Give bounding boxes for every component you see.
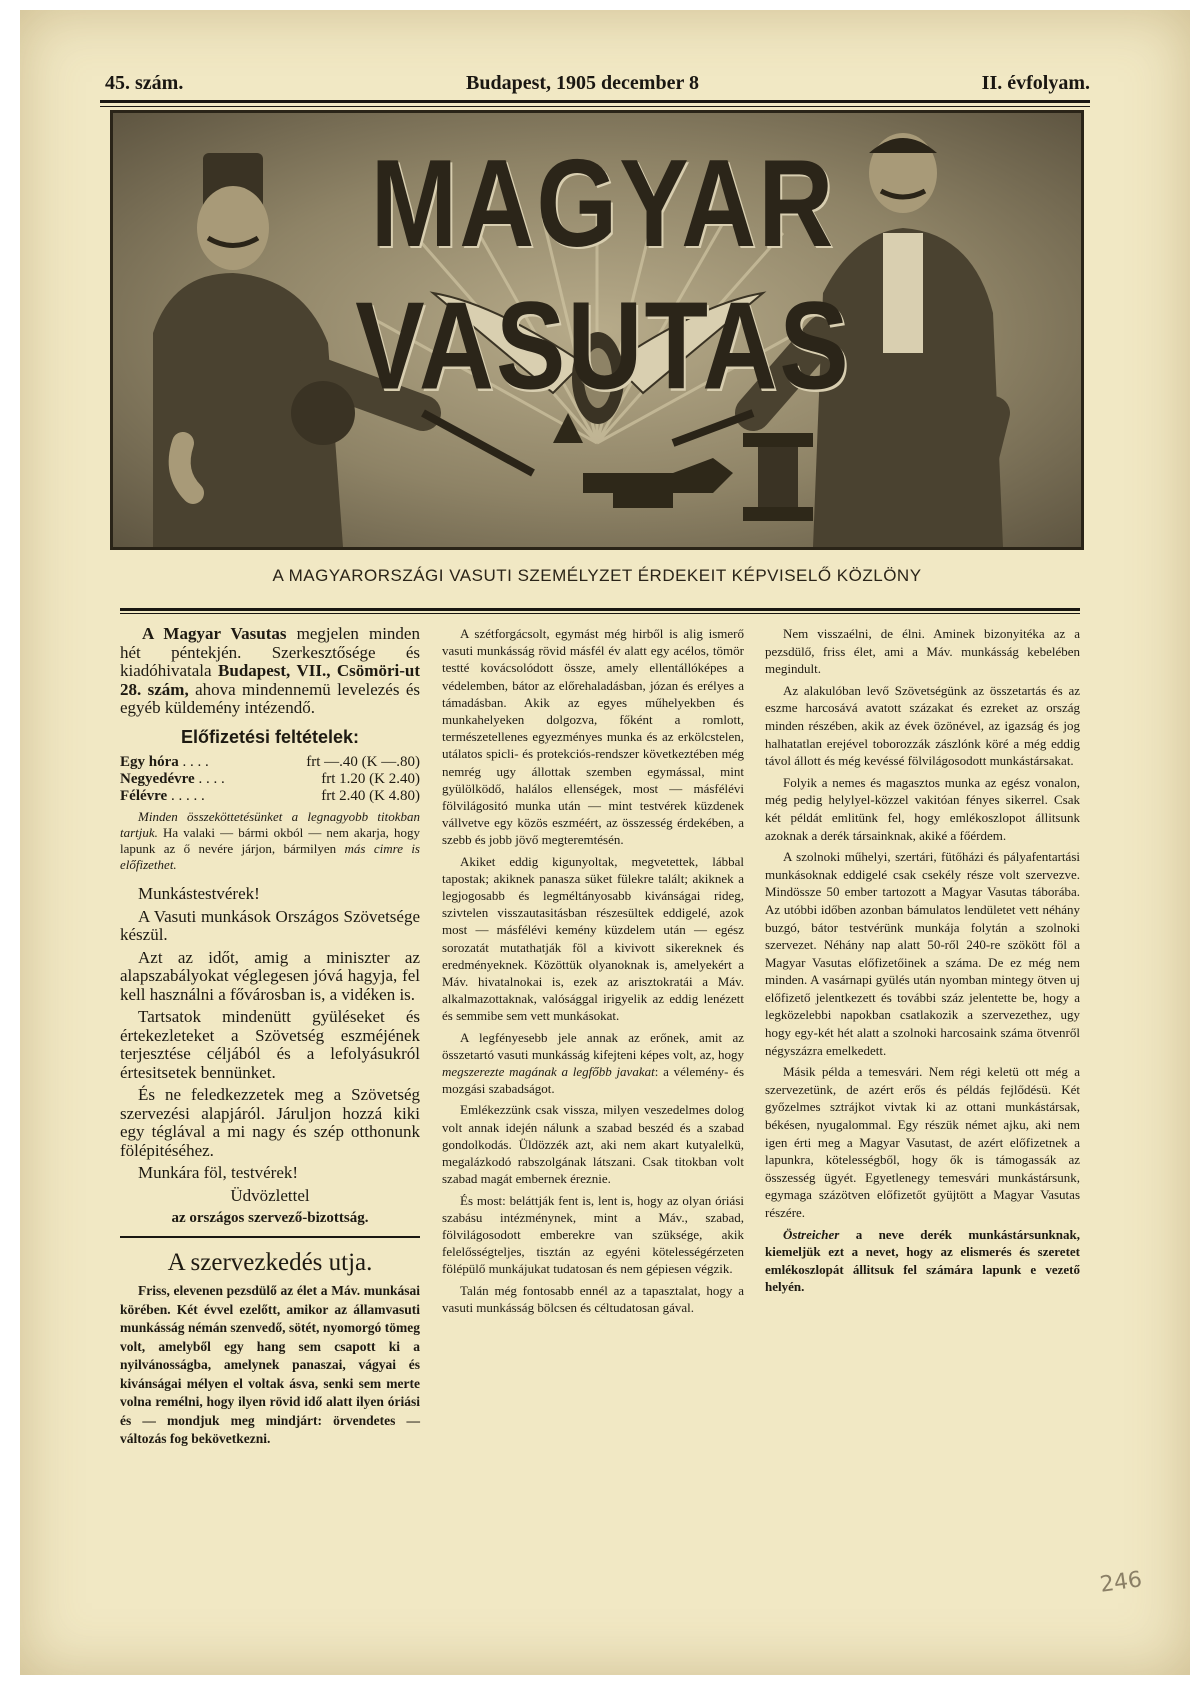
handwritten-page-mark: 246 xyxy=(1098,1567,1144,1598)
price-dots: . . . . xyxy=(178,754,209,770)
intro-end: ahova mindennemü levelezés és egyéb küldemény intézendő. xyxy=(120,679,420,717)
appeal-paragraph: A Vasuti munkások Országos Szövetsége készül. xyxy=(120,906,420,944)
article-paragraph: És most: beláttják fent is, lent is, hogy az olyan óriási szabásu intézménynek, mint a Máv., szabad, fölvilágosodott emberekre van szüksége, akik felelősségteljes, tisztán az egyéni kötelességérzeten fölépülő munkájukat tudatosan és nem gépiesen végzik. xyxy=(442,1192,744,1277)
note-italic: Minden összeköttetésünket a legnagyobb titokban tartjuk. xyxy=(120,809,420,840)
anvil-and-tools xyxy=(553,413,813,521)
section-rule xyxy=(120,608,1080,614)
sign-greeting: Üdvözlettel xyxy=(230,1185,310,1205)
article-paragraph: Másik példa a temesvári. Nem régi keletü ott még a szervezetünk, de azért erős és példás fejlődésü. Két győzelmes sztrájkot vivtak ki az ottani munkástársak, békésen, nyugalommal. Egy részük német ajku, aki nem igen érti meg a Magyar Vasutast, de azért előfizetnek a lapunkra, kötelességből, hogy ők is támogassák az összesség ügyét. Egyetlenegy temesvári munkástársunk, egymaga százötven előfizetőt gyüjtött a Magyar Vasutas részére. xyxy=(765,1064,1080,1220)
price-label: Egy hóra xyxy=(120,754,179,770)
place-date: Budapest, 1905 december 8 xyxy=(466,72,699,94)
article-paragraph: A legfényesebb jele annak az erőnek, amit az összetartó vasuti munkásság kifejteni képes volt, az, hogy megszerezte magának a legfőbb javakat: a vélemény- és mozgási szabadságot. xyxy=(442,1029,745,1097)
appeal-paragraph: Munkára föl, testvérek! xyxy=(138,1163,299,1182)
price-row xyxy=(120,771,420,788)
article-paragraph: A szolnoki műhelyi, szertári, fütőházi és pályafentartási munkásoknak eddigelé csak csekély része volt szervezve. Mindössze 50 ember tartozott a Magyar Vasutas táborába. Az utóbbi időben azonban bámulatos lendületet vett néhány buzgó, bátor testvérünk munkája folytán a szolnoki szervezet. Néhány nap alatt 50-ről 240-re szökött föl a Magyar Vasutas előfizetőinek a száma. De ez még nem minden. A vasárnapi gyülés után nyomban mintegy ötven uj előfizető jelentkezett és további száz jelentette be, hogy a legközelebbi napokban csatlakozik a szervezethez, ugy hogy egy-két hét alatt a szolnoki harcosaink száma ötvenről négyszázra emelkedett. xyxy=(765,849,1080,1058)
column-3 xyxy=(765,625,1080,1300)
intro-address: Budapest, VII., Csömöri-ut 28. szám, xyxy=(120,661,421,699)
issue-number: 45. szám. xyxy=(105,72,184,94)
banner-illustration xyxy=(110,110,1084,550)
closing-paragraph xyxy=(765,1226,1080,1296)
italic-phrase-inline: megszerezte magának a legfőbb javakat xyxy=(442,1064,655,1080)
subscription-title: Előfizetési feltételek: xyxy=(180,726,360,747)
article-paragraph: Az alakulóban levő Szövetségünk az összetartás és az eszme harcosává avatott százakat és ezreket az ország minden részében, akik az évek özönével, az igazság és jog halhatatlan erejével toborozzák zászlónk köré a még eddig távol állott és még kevéssé fölvilágosodott munkástársakat. xyxy=(765,682,1080,769)
appeal-paragraph: És ne feledkezzetek meg a Szövetség szervezési alapjáról. Járuljon hozzá kiki egy téglával a mi nagy és szép otthonunk fölépitéséhez. xyxy=(120,1085,420,1160)
column-rule xyxy=(120,1236,420,1238)
volume: II. évfolyam. xyxy=(981,72,1090,94)
article-paragraph: Nem visszaélni, de élni. Aminek bizonyitéka az a pezsdülő, friss élet, ami a Máv. munkásság kebelében megindult. xyxy=(765,626,1080,677)
price-label: Negyedévre xyxy=(120,771,195,787)
article-paragraph: Talán még fontosabb ennél az a tapasztalat, hogy a vasuti munkásság bölcsen és céltudatosan gával. xyxy=(442,1282,744,1315)
article-title: A szervezkedés utja. xyxy=(167,1248,373,1276)
sign-committee: az országos szervező-bizottság. xyxy=(171,1210,369,1226)
price-dots: . . . . . xyxy=(167,788,205,804)
banner-subtitle: A MAGYARORSZÁGI VASUTI SZEMÉLYZET ÉRDEKEIT KÉPVISELŐ KÖZLÖNY xyxy=(272,566,922,585)
appeal-body xyxy=(120,908,420,1183)
price-value: frt 1.20 (K 2.40) xyxy=(321,771,420,787)
price-label: Félévre xyxy=(120,788,168,804)
price-dots: . . . . xyxy=(194,771,225,787)
note-italic-2: más cimre is előfizethet. xyxy=(120,841,420,872)
price-row xyxy=(120,788,420,805)
article-paragraph: Friss, elevenen pezsdülő az élet a Máv. munkásai körében. Két évvel ezelőtt, amikor az államvasuti munkásság némán szenvedő, sötét, nyomorgó tömeg volt, amelyből egy hang sem csapott ki a nyilvánosságba, amelynek panaszai, vágyai és kivánságai mélyen el voltak ásva, senki sem merte volna remélni, hogy ilyen rövid idő alatt ilyen óriási és — mondjuk meg mindjárt: örvendetes — változás fog bekövetkezni. xyxy=(120,1283,420,1446)
intro-bold: A Magyar Vasutas xyxy=(142,624,287,643)
note-text: Ha valaki — bármi okból — nem akarja, hogy lapunk az ő nevére járjon, bármilyen xyxy=(120,825,420,856)
column-2 xyxy=(442,625,744,1320)
price-value: frt —.40 (K —.80) xyxy=(306,754,420,770)
article-paragraph: Akiket eddig kigunyoltak, megvetettek, lábbal tapostak; akiknek panasza süket fülekre talált; akiknek a legjogosabb és legméltányosabb kivánságai rideg, szivtelen visszautasitásban részesültek eddigelé, azok most — másfélévi kemény küzdelem után — egész sorozatát mutathatják föl a kivivott sikereknek és eredményeknek. Közöttük olyanoknak is, amelyekért a Máv. hivatalnokai is, ezek az arisztokratái a Máv. alkalmazottaknak, valósággal irigyelik az eddig lenézett és semmibe sem vett munkásokat. xyxy=(442,853,744,1024)
article-paragraph: Folyik a nemes és magasztos munka az egész vonalon, még pedig helylyel-közzel vakitóan fényes sikerrel. Csak két példát emlitünk fel, hogy emlékoszlopot állitsunk azoknak a derék társainknak, akiké a főérdem. xyxy=(765,774,1080,843)
price-value: frt 2.40 (K 4.80) xyxy=(321,788,420,804)
intro-text: megjelen minden hét péntekjén. Szerkesztősége és kiadóhivatala xyxy=(120,624,420,680)
top-rule xyxy=(100,100,1090,107)
masthead xyxy=(105,72,1090,95)
price-list xyxy=(120,754,420,805)
closing-text: a neve derék munkástársunknak, kiemeljük ezt a nevet, hogy az elismerés és szeretet emlékoszlopát állitsuk fel számára lapunk e vezető helyén. xyxy=(765,1226,1080,1295)
article-paragraph: Emlékezzünk csak vissza, milyen veszedelmes dolog volt annak idején nálunk a szabad beszéd és a szabad gondolkodás. Üldözzék azt, aki nem akart kutyalelkü, megalázkodó rabszolgának látszani. Csak titokban volt szabad magát embernek éreznie. xyxy=(442,1102,744,1187)
article-paragraph: A szétforgácsolt, egymást még hirből is alig ismerő vasuti munkásság rövid másfél év alatt egy acélos, tömör testté kovácsolódott össze, amely ellentállóképes a védelemben, bátor az előrehaladásban, józan és erélyes a támadásban. Akik az egyes műhelyekben és munkahelyeken dolgozva, főként a romlott, természetellenes egyezményes munka és az erkölcstelen, utálatos spicli- és protekciós-rendszer következtében még nemrég ugy állottak szemben egymással, mint gyülölködő, halálos ellenségek, most — másfélévi fölvilágositó munka után — mint testvérek küzdenek vállvetve egy közös eszméért, az összesség érdekében, a szebb és jobb jövő megteremtésén. xyxy=(442,626,744,848)
price-row xyxy=(120,754,420,771)
banner-title: MAGYAR VASUTAS xyxy=(355,134,851,417)
column-1 xyxy=(120,625,420,1453)
greeting: Munkástestvérek! xyxy=(138,884,260,903)
closing-name: Östreicher xyxy=(783,1226,840,1242)
intro-paragraph xyxy=(120,625,420,718)
article-body xyxy=(120,1282,420,1449)
appeal-paragraph: Azt az időt, amig a miniszter az alapszabályokat véglegesen jóvá hagyja, fel kell használni a fővárosban is, a vidéken is. xyxy=(120,947,420,1004)
confidentiality-note xyxy=(120,809,420,873)
appeal-paragraph: Tartsatok mindenütt gyüléseket és értekezleteket a Szövetség eszméjének terjesztése céljából és a lefolyásukról értesitsetek bennünket. xyxy=(120,1007,420,1082)
